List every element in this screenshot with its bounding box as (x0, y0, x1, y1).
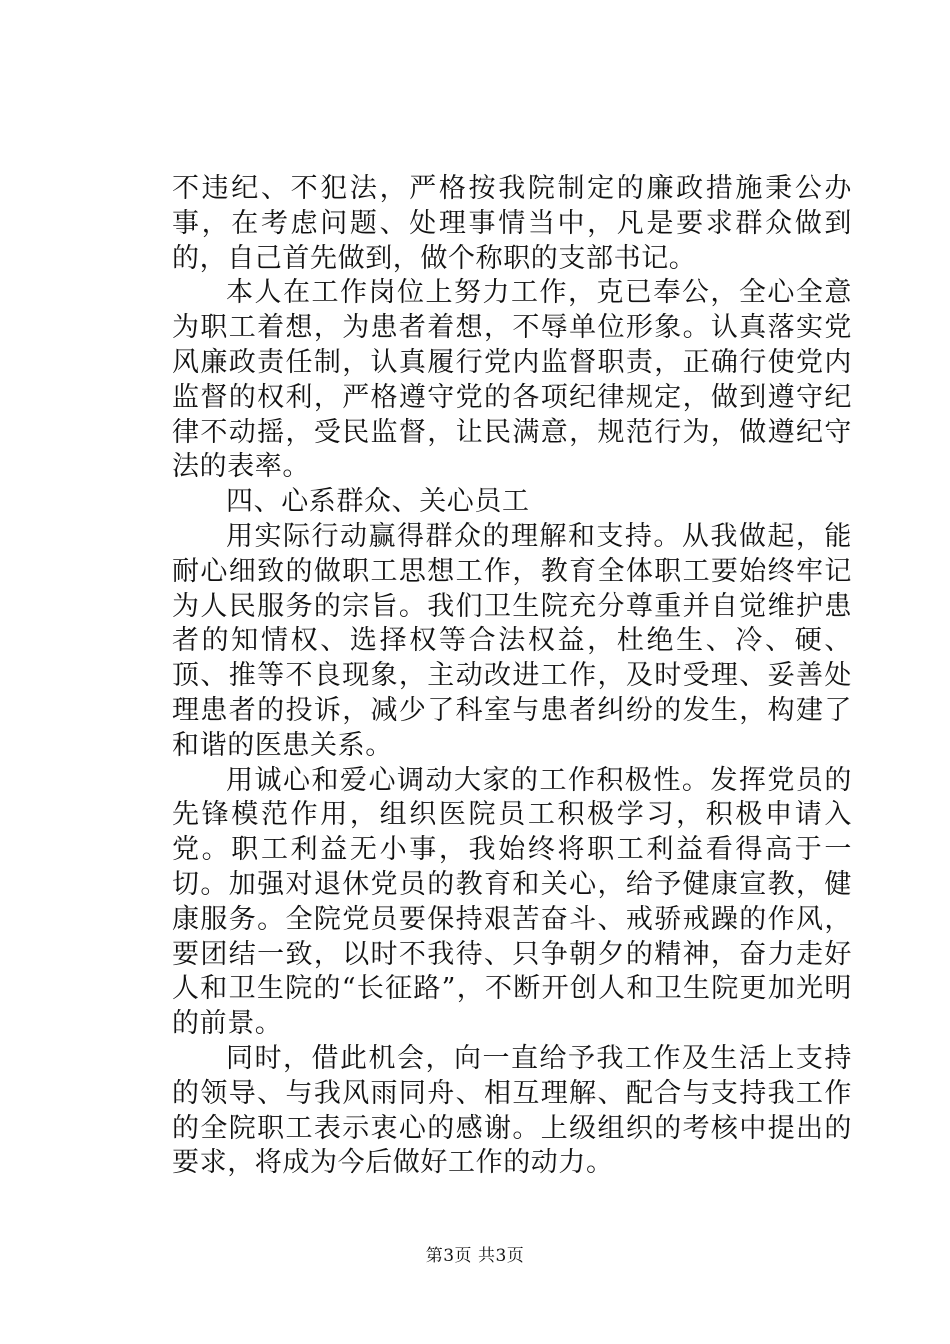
section-heading: 四、心系群众、关心员工 (226, 486, 530, 518)
paragraph-3: 用实际行动赢得群众的理解和支持。从我做起，能耐心细致的做职工思想工作，教育全体职工要始终牢记为人民服务的宗旨。我们卫生院充分尊重并自觉维护患者的知情权、选择权等合法权益，杜绝生、冷、硬、顶、推等不良现象，主动改进工作，及时受理、妥善处理患者的投诉，减少了科室与患者纠纷的发生，构建了和谐的医患关系。 (172, 520, 852, 761)
paragraph-5: 同时，借此机会，向一直给予我工作及生活上支持的领导、与我风雨同舟、相互理解、配合与支持我工作的全院职工表示衷心的感谢。上级组织的考核中提出的要求，将成为今后做好工作的动力。 (172, 1042, 852, 1179)
document-body (172, 172, 852, 1181)
paragraph-1: 不违纪、不犯法，严格按我院制定的廉政措施秉公办事，在考虑问题、处理事情当中，凡是要求群众做到的，自己首先做到，做个称职的支部书记。 (172, 173, 852, 274)
page-footer: 第3页 共3页 (425, 1246, 525, 1266)
paragraph-4: 用诚心和爱心调动大家的工作积极性。发挥党员的先锋模范作用，组织医院员工积极学习，积极申请入党。职工利益无小事，我始终将职工利益看得高于一切。加强对退休党员的教育和关心，给予健康宣教，健康服务。全院党员要保持艰苦奋斗、戒骄戒躁的作风，要团结一致，以时不我待、只争朝夕的精神，奋力走好人和卫生院的“长征路”，不断开创人和卫生院更加光明的前景。 (172, 764, 852, 1040)
paragraph-2: 本人在工作岗位上努力工作，克已奉公，全心全意为职工着想，为患者着想，不辱单位形象。认真落实党风廉政责任制，认真履行党内监督职责，正确行使党内监督的权利，严格遵守党的各项纪律规定，做到遵守纪律不动摇，受民监督，让民满意，规范行为，做遵纪守法的表率。 (172, 277, 852, 483)
